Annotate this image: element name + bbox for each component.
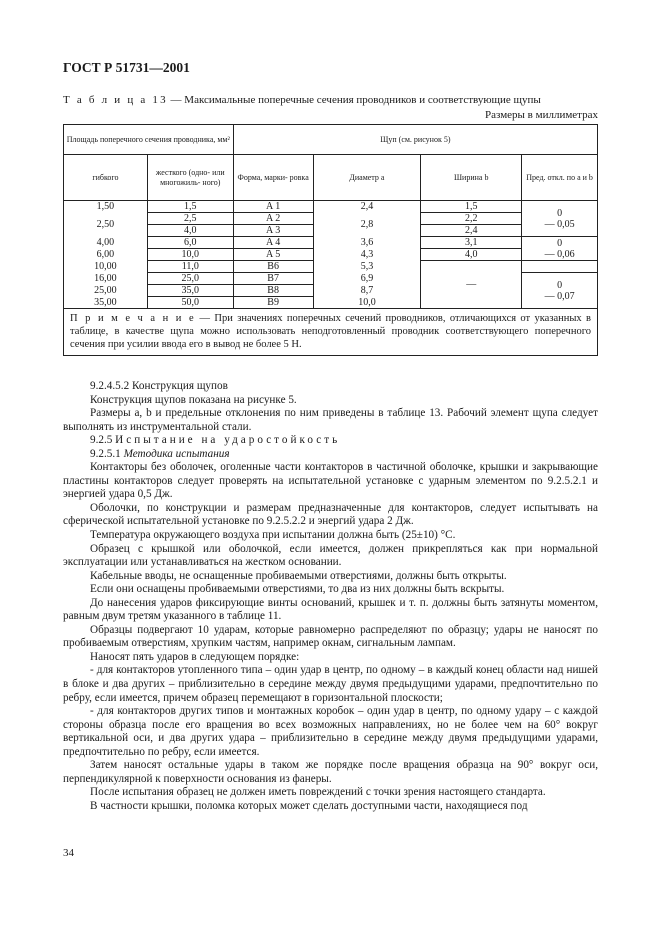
body-text xyxy=(63,380,598,814)
cell-rigid: 6,0 xyxy=(147,237,233,249)
cell-width: 2,2 xyxy=(421,213,522,225)
document-header: ГОСТ Р 51731—2001 xyxy=(63,60,190,75)
table-units: Размеры в миллиметрах xyxy=(485,109,598,121)
cell-width: 4,0 xyxy=(421,249,522,261)
cell-diameter: 4,3 xyxy=(313,249,421,261)
cell-mark: B9 xyxy=(233,297,313,309)
tolerance-lower: — 0,07 xyxy=(544,290,575,302)
paragraph: - для контакторов других типов и монтажных коробок – один удар в центр, по одному удару – с каждой стороны образца после его вращения во всех возможных направлениях, но не более чем на 60° вокруг вертикальной оси, и два других удара – приблизительно в середине между двумя предыдущими ударами, предпочтительно по ребру, если имеется. xyxy=(63,705,598,758)
cell-diameter: 5,3 xyxy=(313,261,421,273)
cell-flexible: 25,00 xyxy=(64,285,148,297)
paragraph: Наносят пять ударов в следующем порядке: xyxy=(90,650,300,663)
subsection-number: 9.2.5.1 xyxy=(90,447,124,460)
cell-flexible: 10,00 xyxy=(64,261,148,273)
table-row xyxy=(64,213,598,225)
section-number: 9.2.5 xyxy=(90,434,116,447)
section-title: Испытание на ударостойкость xyxy=(115,434,341,447)
cell-mark: A 3 xyxy=(233,225,313,237)
cell-rigid: 2,5 xyxy=(147,213,233,225)
paragraph: Если они оснащены пробиваемыми отверстиями, то два из них должны быть вскрыты. xyxy=(90,583,505,596)
table-caption-text: — Максимальные поперечные сечения проводников и соответствующие щупы xyxy=(167,94,541,106)
paragraph: - для контакторов утопленного типа – один удар в центр, по одному – в каждый конец области над нишей в блоке и два других – приблизительно в середине между двумя предыдущими ударами, предпочтительно по ребру, если имеется, причем образец перемещают в горизонтальной плоскости; xyxy=(63,664,598,704)
cell-mark: A 2 xyxy=(233,213,313,225)
cell-diameter: 10,0 xyxy=(313,297,421,309)
tolerance-upper: 0 xyxy=(557,237,563,249)
table-row xyxy=(64,201,598,213)
cell-mark: A 4 xyxy=(233,237,313,249)
table-row xyxy=(64,249,598,261)
paragraph: Кабельные вводы, не оснащенные пробиваемыми отверстиями, должны быть открыты. xyxy=(90,569,507,582)
cell-diameter: 2,4 xyxy=(313,201,421,213)
cell-rigid: 25,0 xyxy=(147,273,233,285)
table-note-label: П р и м е ч а н и е xyxy=(70,313,196,324)
header-diameter: Диаметр a xyxy=(313,155,421,201)
table-13 xyxy=(63,124,598,356)
cell-diameter: 8,7 xyxy=(313,285,421,297)
cell-diameter: 6,9 xyxy=(313,273,421,285)
paragraph: Размеры a, b и предельные отклонения по ним приведены в таблице 13. Рабочий элемент щупа следует выполнять из инструментальной стали. xyxy=(63,407,598,433)
paragraph: Затем наносят остальные удары в таком же порядке после вращения образца на 90° вокруг оси, перпендикулярной к поверхности основания из фанеры. xyxy=(63,759,598,785)
cell-width-merged: — xyxy=(421,261,522,309)
cell-rigid: 50,0 xyxy=(147,297,233,309)
header-form: Форма, марки- ровка xyxy=(233,155,313,201)
cell-width: 3,1 xyxy=(421,237,522,249)
table-caption-label: Т а б л и ц а 13 xyxy=(63,94,168,106)
cell-mark: A 1 xyxy=(233,201,313,213)
table-row xyxy=(64,261,598,273)
header-probe-group: Щуп (см. рисунок 5) xyxy=(233,125,597,155)
cell-tolerance xyxy=(522,237,598,261)
cell-mark: B7 xyxy=(233,273,313,285)
paragraph: Оболочки, по конструкции и размерам предназначенные для контакторов, следует испытывать на сферической испытательной установке по 9.2.5.2.2 и энергий удара 2 Дж. xyxy=(63,501,598,528)
tolerance-upper: 0 xyxy=(557,279,563,291)
subsection-title: Методика испытания xyxy=(123,447,230,460)
header-flexible: гибкого xyxy=(64,155,148,201)
cell-flexible: 4,00 xyxy=(64,237,148,249)
tolerance-upper: 0 xyxy=(557,207,563,219)
paragraph: Конструкция щупов показана на рисунке 5. xyxy=(90,393,297,406)
cell-diameter: 3,6 xyxy=(313,237,421,249)
cell-width: 2,4 xyxy=(421,225,522,237)
table-note xyxy=(64,309,598,356)
header-rigid: жесткого (одно- или многожиль- ного) xyxy=(147,155,233,201)
header-width: Ширина b xyxy=(421,155,522,201)
cell-diameter: 2,8 xyxy=(313,213,421,237)
tolerance-lower: — 0,05 xyxy=(544,218,575,230)
paragraph: 9.2.4.5.2 Конструкция щупов xyxy=(90,380,228,392)
cell-flexible: 6,00 xyxy=(64,249,148,261)
cell-flexible: 2,50 xyxy=(64,213,148,237)
table-caption xyxy=(63,94,598,106)
header-area-group: Площадь поперечного сечения проводника, мм² xyxy=(64,125,234,155)
cell-tolerance-empty xyxy=(522,261,598,273)
paragraph: В частности крышки, поломка которых может сделать доступными части, находящиеся под xyxy=(90,799,528,812)
paragraph: Температура окружающего воздуха при испытании должна быть (25±10) °С. xyxy=(90,529,456,542)
table-row xyxy=(64,237,598,249)
cell-flexible: 1,50 xyxy=(64,201,148,213)
cell-width: 1,5 xyxy=(421,201,522,213)
paragraph: Образец с крышкой или оболочкой, если имеется, должен прикрепляться как при нормальной эксплуатации или устанавливаться на жестком основании. xyxy=(63,542,598,569)
paragraph: Контакторы без оболочек, оголенные части контакторов в частичной оболочке, крышки и закрывающие пластины контакторов следует проверять на испытательной установке с ударным элементом по 9.2.5.2.1 и энергией удара 0,5 Дж. xyxy=(63,461,598,501)
cell-flexible: 16,00 xyxy=(64,273,148,285)
cell-rigid: 11,0 xyxy=(147,261,233,273)
paragraph: После испытания образец не должен иметь повреждений с точки зрения настоящего стандарта. xyxy=(90,786,546,799)
cell-tolerance xyxy=(522,273,598,309)
subsection-heading xyxy=(63,448,598,462)
cell-mark: B8 xyxy=(233,285,313,297)
page-number: 34 xyxy=(63,847,74,859)
cell-rigid: 1,5 xyxy=(147,201,233,213)
cell-tolerance xyxy=(522,201,598,237)
cell-rigid: 10,0 xyxy=(147,249,233,261)
paragraph: Образцы подвергают 10 ударам, которые равномерно распределяют по образцу; удары не наносят по пробиваемым отверстиям, хрупким частям, например окнам, сигнальным лампам. xyxy=(63,623,598,650)
tolerance-lower: — 0,06 xyxy=(544,248,575,260)
cell-rigid: 35,0 xyxy=(147,285,233,297)
cell-mark: B6 xyxy=(233,261,313,273)
cell-rigid: 4,0 xyxy=(147,225,233,237)
cell-flexible: 35,00 xyxy=(64,297,148,309)
table-note-text: — При значениях поперечных сечений проводников, отличающихся от указанных в таблице, в качестве щупа можно использовать неподготовленный проводник соответствующего поперечного сечения при усилии ввода его в вывод не более 5 Н. xyxy=(70,313,591,350)
header-tolerance: Пред. откл. по a и b xyxy=(522,155,598,201)
paragraph: До нанесения ударов фиксирующие винты оснований, крышек и т. п. должны быть затянуты моментом, равным двум третям указанного в таблице 11. xyxy=(63,596,598,623)
cell-mark: A 5 xyxy=(233,249,313,261)
section-heading xyxy=(63,434,598,448)
